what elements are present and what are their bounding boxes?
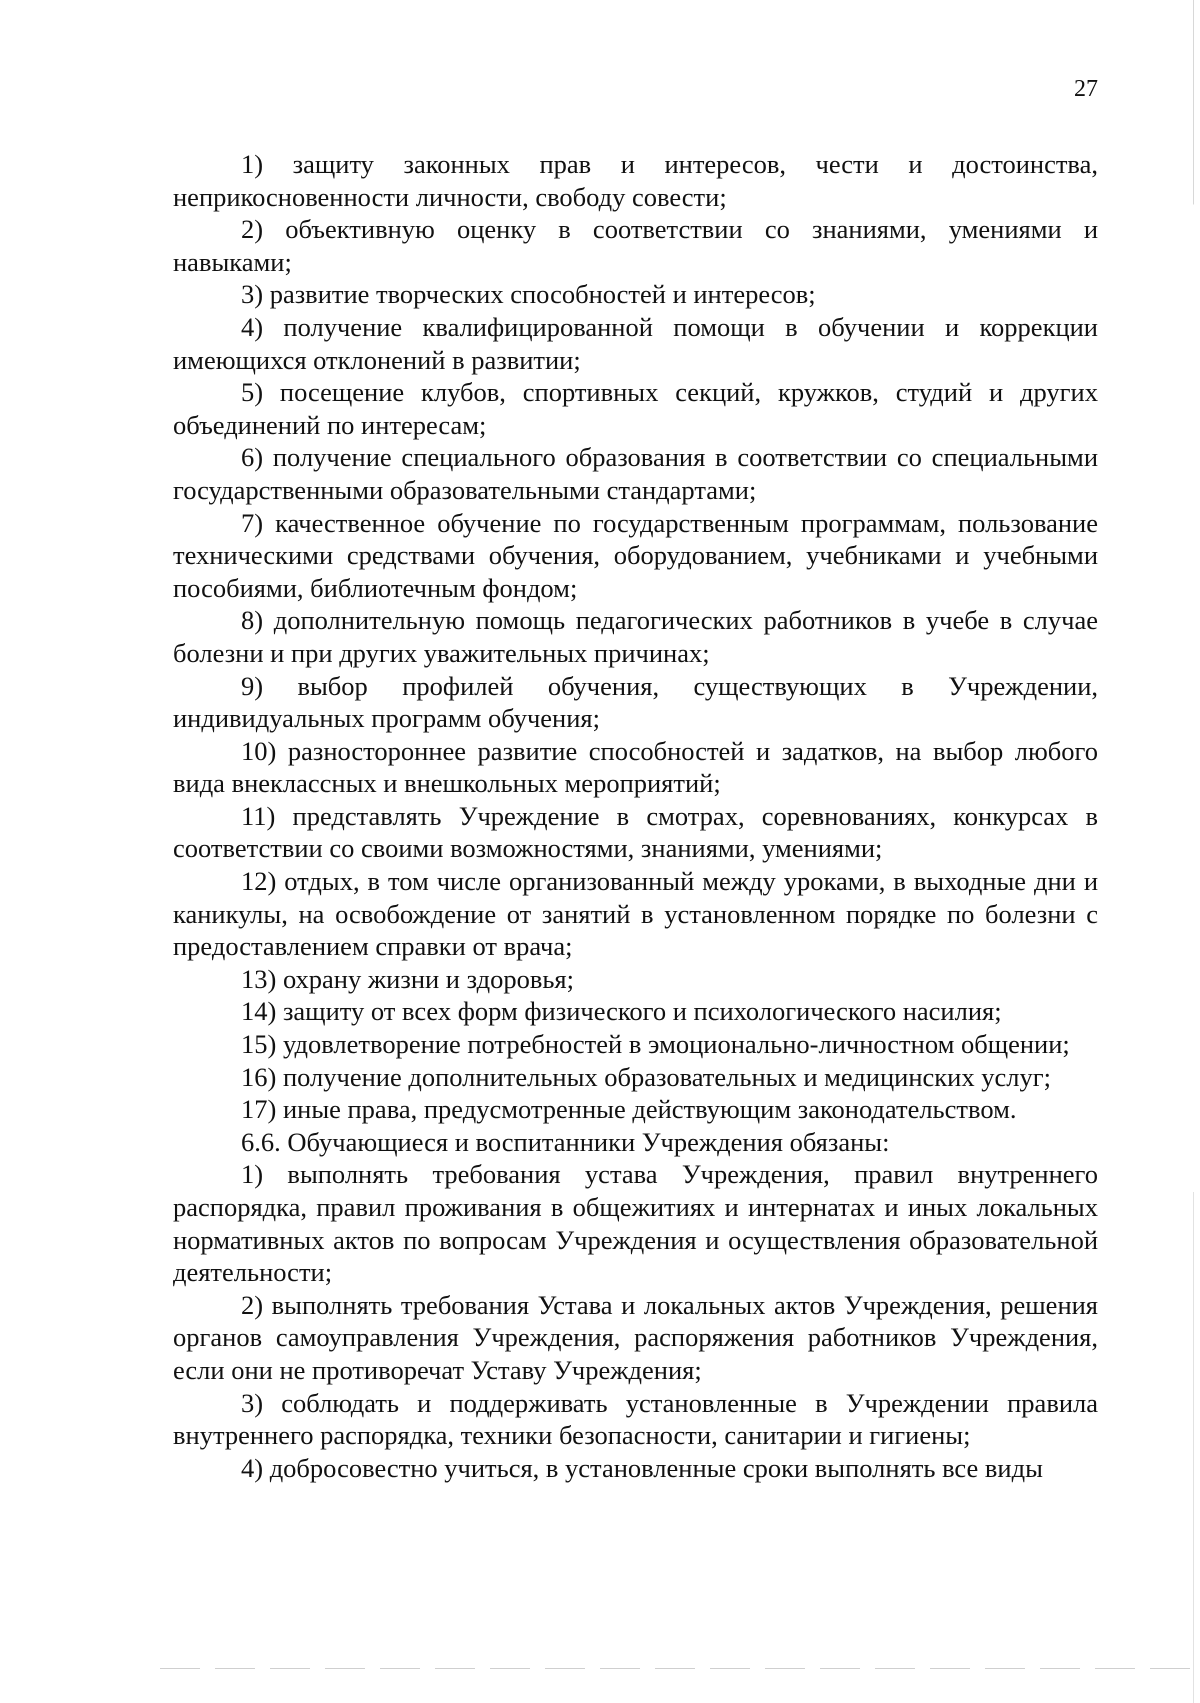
list-item: 3) развитие творческих способностей и интересов; [241, 279, 816, 310]
section-heading: 6.6. Обучающиеся и воспитанники Учреждения обязаны: [241, 1126, 890, 1157]
list-item: 2) объективную оценку в соответствии со знаниями, умениями и навыками; [173, 214, 1098, 277]
page-number: 27 [1074, 76, 1098, 102]
list-item: 3) соблюдать и поддерживать установленные в Учреждении правила внутреннего распорядка, техники безопасности, санитарии и гигиены; [173, 1387, 1098, 1451]
list-item: 8) дополнительную помощь педагогических работников в учебе в случае болезни и при других уважительных причинах; [173, 605, 1098, 668]
list-item: 12) отдых, в том числе организованный между уроками, в выходные дни и каникулы, на освобождение от занятий в установленном порядке по болезни с предоставлением справки от врача; [173, 866, 1098, 962]
list-item: 9) выбор профилей обучения, существующих в Учреждении, индивидуальных программ обучения; [173, 670, 1098, 734]
list-item: 1) защиту законных прав и интересов, чести и достоинства, неприкосновенности личности, свободу совести; [173, 149, 1098, 212]
list-item: 13) охрану жизни и здоровья; [241, 963, 574, 994]
scan-edge-line [1193, 0, 1194, 1703]
list-item: 10) разностороннее развитие способностей и задатков, на выбор любого вида внеклассных и внешкольных мероприятий; [173, 735, 1098, 799]
list-item: 15) удовлетворение потребностей в эмоционально-личностном общении; [241, 1029, 1070, 1060]
list-item: 11) представлять Учреждение в смотрах, соревнованиях, конкурсах в соответствии со своими возможностями, знаниями, умениями; [173, 800, 1098, 864]
list-item: 7) качественное обучение по государственным программам, пользование техническими средствами обучения, оборудованием, учебниками и учебными пособиями, библиотечным фондом; [173, 507, 1098, 603]
list-item: 2) выполнять требования Устава и локальных актов Учреждения, решения органов самоуправления Учреждения, распоряжения работников Учреждения, если они не противоречат Уставу Учреждения; [173, 1289, 1098, 1385]
list-item: 14) защиту от всех форм физического и психологического насилия; [241, 996, 1002, 1027]
list-item: 4) добросовестно учиться, в установленные сроки выполнять все виды [241, 1452, 1043, 1483]
list-item: 6) получение специального образования в соответствии со специальными государственными образовательными стандартами; [173, 442, 1098, 505]
list-item: 4) получение квалифицированной помощи в обучении и коррекции имеющихся отклонений в развитии; [173, 311, 1098, 375]
document-body [173, 148, 1098, 1484]
scan-edge-line [160, 1668, 1200, 1669]
list-item: 17) иные права, предусмотренные действующим законодательством. [241, 1094, 1017, 1125]
list-item: 1) выполнять требования устава Учреждения, правил внутреннего распорядка, правил проживания в общежитиях и интернатах и иных локальных нормативных актов по вопросам Учреждения и осуществления образовательной деятельности; [173, 1159, 1098, 1288]
list-item: 16) получение дополнительных образовательных и медицинских услуг; [241, 1061, 1051, 1092]
list-item: 5) посещение клубов, спортивных секций, кружков, студий и других объединений по интересам; [173, 377, 1098, 440]
